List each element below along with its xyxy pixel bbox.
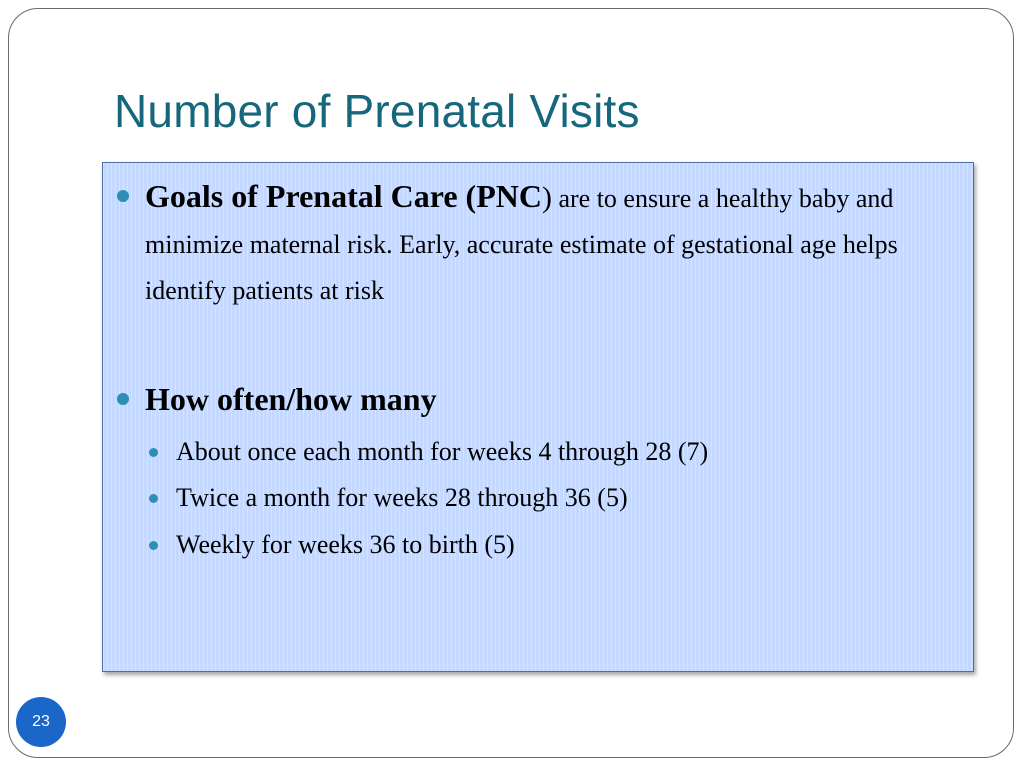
bullet-goals-bold: Goals of Prenatal Care (PNC bbox=[145, 178, 542, 214]
sub-bullet-item bbox=[149, 483, 929, 513]
bullet-goals-paren: ) bbox=[541, 181, 552, 214]
sub-bullet-text: Weekly for weeks 36 to birth (5) bbox=[176, 530, 515, 559]
sub-bullet-text: About once each month for weeks 4 through 28 (7) bbox=[176, 437, 709, 466]
bullet-how-often bbox=[117, 376, 937, 422]
bullet-how-often-heading: How often/how many bbox=[145, 381, 437, 417]
slide-title: Number of Prenatal Visits bbox=[114, 85, 640, 137]
sub-bullet-item bbox=[149, 530, 929, 560]
bullet-dot-icon bbox=[117, 393, 129, 405]
page-number-badge: 23 bbox=[16, 697, 66, 747]
content-box bbox=[102, 162, 974, 672]
sub-bullet-dot-icon bbox=[149, 448, 158, 457]
sub-bullet-item bbox=[149, 437, 929, 467]
sub-bullet-dot-icon bbox=[149, 494, 158, 503]
sub-bullet-dot-icon bbox=[149, 541, 158, 550]
bullet-goals-text bbox=[117, 173, 937, 314]
bullet-goals bbox=[117, 173, 937, 314]
bullet-goals-body: are to ensure a healthy baby and minimize maternal risk. Early, accurate estimate of gestational age helps identify patients at risk bbox=[145, 184, 898, 305]
bullet-dot-icon bbox=[117, 190, 129, 202]
sub-bullet-text: Twice a month for weeks 28 through 36 (5) bbox=[176, 483, 628, 512]
